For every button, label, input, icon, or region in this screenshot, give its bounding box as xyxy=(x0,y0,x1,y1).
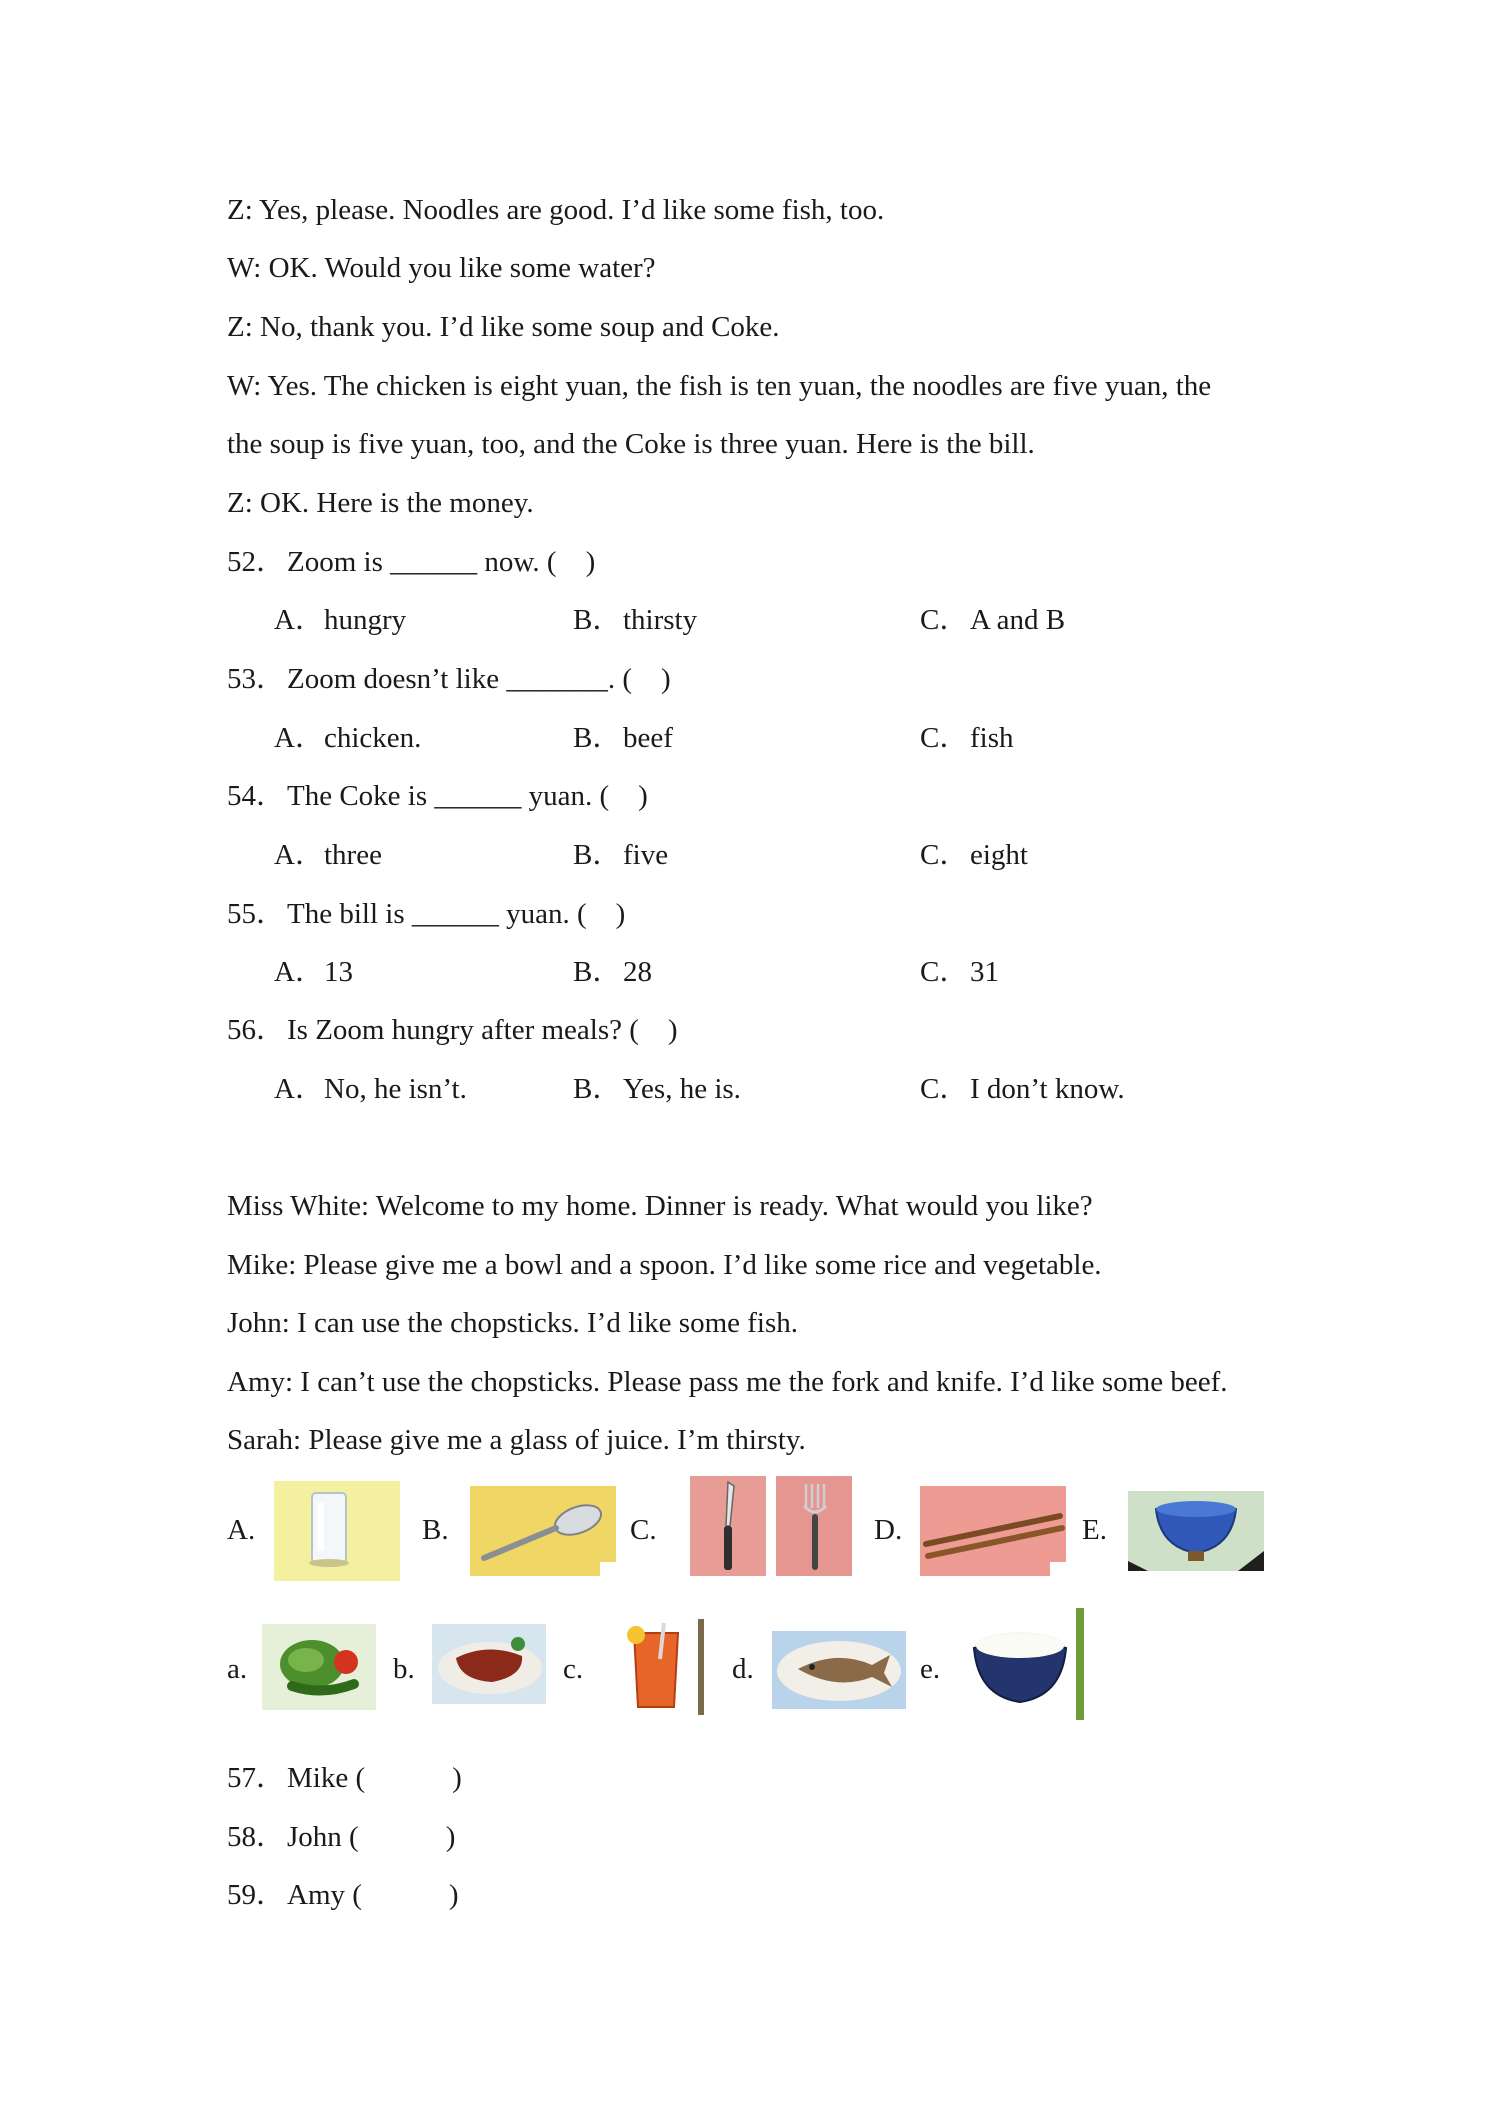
dialog2-line: John: I can use the chopsticks. I’d like some fish. xyxy=(227,1307,799,1339)
food-label-b: b. xyxy=(393,1653,415,1685)
dialog1-line: W: OK. Would you like some water? xyxy=(227,252,656,284)
dialog2-line: Amy: I can’t use the chopsticks. Please pass me the fork and knife. I’d like some beef. xyxy=(227,1366,1228,1398)
option-text: I don’t know. xyxy=(970,1073,1125,1105)
option-b xyxy=(573,1071,741,1107)
food-label-d: d. xyxy=(732,1653,754,1685)
fish-image xyxy=(772,1631,906,1709)
option-b xyxy=(573,954,652,990)
answer-text: Mike ( ) xyxy=(287,1762,462,1794)
option-c xyxy=(920,720,1014,756)
glass-image xyxy=(274,1481,400,1581)
food-label-e: e. xyxy=(920,1653,941,1685)
option-b xyxy=(573,837,668,873)
question-text: Is Zoom hungry after meals? ( ) xyxy=(287,1014,678,1046)
option-text: beef xyxy=(623,722,673,754)
tableware-label-c: C. xyxy=(630,1514,657,1546)
bowl-image xyxy=(1128,1491,1264,1571)
beef-image xyxy=(432,1624,546,1704)
question-number: 59． xyxy=(227,1879,286,1911)
question-text: Zoom doesn’t like _______. ( ) xyxy=(287,663,671,695)
spoon-image xyxy=(470,1486,616,1576)
option-text: 13 xyxy=(324,956,353,988)
option-a xyxy=(274,837,382,873)
option-text: fish xyxy=(970,722,1014,754)
question-number: 58． xyxy=(227,1821,286,1853)
dialog2-line: Sarah: Please give me a glass of juice. I’m thirsty. xyxy=(227,1424,806,1456)
option-text: three xyxy=(324,839,382,871)
option-a xyxy=(274,720,421,756)
option-letter: A． xyxy=(274,1073,324,1105)
option-text: hungry xyxy=(324,604,407,636)
question-text: Zoom is ______ now. ( ) xyxy=(287,546,596,578)
tableware-label-e: E. xyxy=(1082,1514,1107,1546)
knife-image xyxy=(690,1476,766,1576)
option-c xyxy=(920,1071,1125,1107)
dialog2-line: Mike: Please give me a bowl and a spoon. I’d like some rice and vegetable. xyxy=(227,1249,1102,1281)
option-text: thirsty xyxy=(623,604,698,636)
option-b xyxy=(573,720,673,756)
option-text: No, he isn’t. xyxy=(324,1073,467,1105)
question-53 xyxy=(227,661,671,697)
option-c xyxy=(920,837,1028,873)
option-letter: B． xyxy=(573,1073,622,1105)
chopsticks-image xyxy=(920,1486,1066,1576)
option-letter: A． xyxy=(274,956,324,988)
question-number: 53． xyxy=(227,663,286,695)
food-label-c: c. xyxy=(563,1653,584,1685)
option-letter: C． xyxy=(920,1073,969,1105)
option-a xyxy=(274,602,406,638)
option-letter: A． xyxy=(274,604,324,636)
option-letter: B． xyxy=(573,722,622,754)
option-text: eight xyxy=(970,839,1028,871)
question-text: The Coke is ______ yuan. ( ) xyxy=(287,780,648,812)
juice-image xyxy=(604,1619,712,1715)
option-letter: C． xyxy=(920,839,969,871)
dialog1-line: Z: OK. Here is the money. xyxy=(227,487,534,519)
dialog1-line: the soup is five yuan, too, and the Coke is three yuan. Here is the bill. xyxy=(227,428,1035,460)
option-c xyxy=(920,602,1065,638)
option-text: A and B xyxy=(970,604,1066,636)
question-52 xyxy=(227,544,595,580)
tableware-label-a: A. xyxy=(227,1514,256,1546)
option-letter: B． xyxy=(573,956,622,988)
answer-text: Amy ( ) xyxy=(287,1879,459,1911)
question-number: 56． xyxy=(227,1014,286,1046)
option-letter: B． xyxy=(573,839,622,871)
question-56 xyxy=(227,1012,678,1048)
question-text: The bill is ______ yuan. ( ) xyxy=(287,898,626,930)
question-number: 57． xyxy=(227,1762,286,1794)
option-text: chicken. xyxy=(324,722,422,754)
option-b xyxy=(573,602,697,638)
option-letter: C． xyxy=(920,604,969,636)
option-text: 31 xyxy=(970,956,999,988)
answer-58 xyxy=(227,1819,455,1855)
option-a xyxy=(274,954,353,990)
rice-bowl-image xyxy=(962,1608,1088,1720)
dialog1-line: W: Yes. The chicken is eight yuan, the fish is ten yuan, the noodles are five yuan, the xyxy=(227,370,1212,402)
option-letter: B． xyxy=(573,604,622,636)
option-letter: C． xyxy=(920,956,969,988)
question-number: 54． xyxy=(227,780,286,812)
question-number: 52． xyxy=(227,546,286,578)
question-number: 55． xyxy=(227,898,286,930)
question-54 xyxy=(227,778,648,814)
dialog1-line: Z: No, thank you. I’d like some soup and Coke. xyxy=(227,311,780,343)
dialog1-line: Z: Yes, please. Noodles are good. I’d like some fish, too. xyxy=(227,194,885,226)
option-letter: A． xyxy=(274,839,324,871)
option-letter: C． xyxy=(920,722,969,754)
option-a xyxy=(274,1071,467,1107)
option-text: Yes, he is. xyxy=(623,1073,741,1105)
option-letter: A． xyxy=(274,722,324,754)
option-text: 28 xyxy=(623,956,652,988)
food-label-a: a. xyxy=(227,1653,248,1685)
tableware-label-d: D. xyxy=(874,1514,903,1546)
question-55 xyxy=(227,896,625,932)
dialog2-line: Miss White: Welcome to my home. Dinner is ready. What would you like? xyxy=(227,1190,1093,1222)
option-text: five xyxy=(623,839,669,871)
option-c xyxy=(920,954,999,990)
answer-59 xyxy=(227,1877,459,1913)
fork-image xyxy=(776,1476,852,1576)
vegetable-image xyxy=(262,1624,376,1710)
tableware-label-b: B. xyxy=(422,1514,449,1546)
answer-text: John ( ) xyxy=(287,1821,456,1853)
answer-57 xyxy=(227,1760,462,1796)
